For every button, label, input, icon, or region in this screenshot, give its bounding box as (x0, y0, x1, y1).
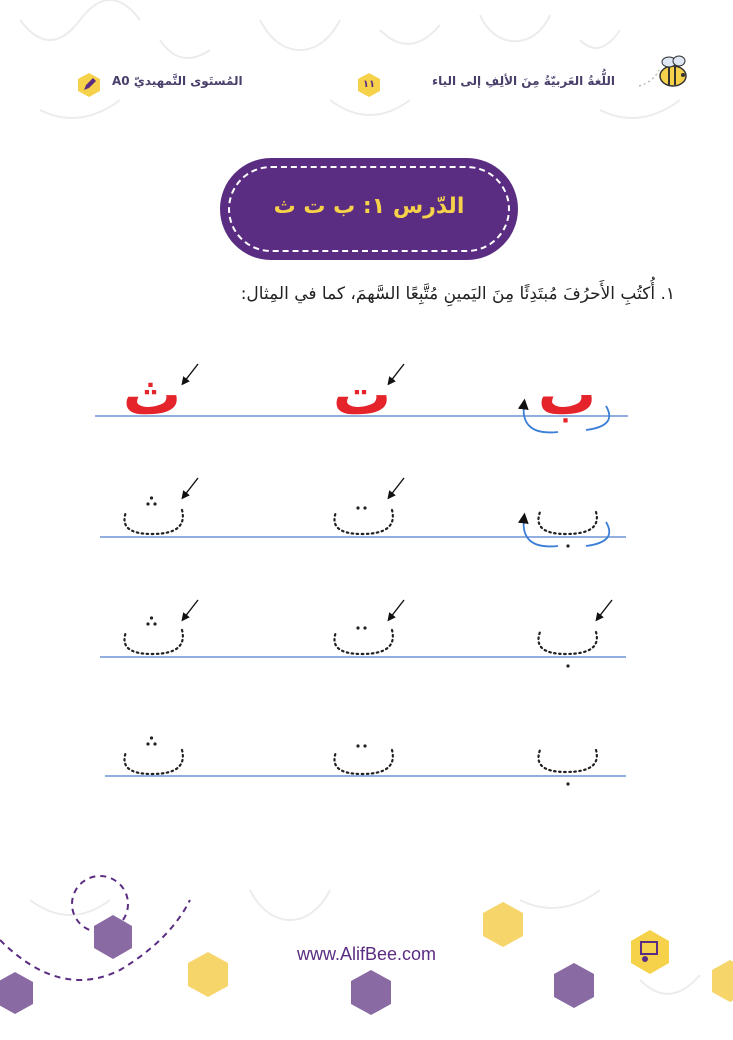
dot-tha (153, 742, 156, 745)
tracing-letter-ta (334, 510, 392, 534)
dot-tha (150, 496, 153, 499)
example-letter-ta: ت (332, 360, 392, 428)
hexagon (0, 972, 33, 1014)
level-label: المُستَوى التَّمهيديّ A0 (112, 74, 243, 88)
curved-arrow-icon (586, 522, 609, 546)
tracing-letter-tha (124, 630, 182, 654)
dot-ta (356, 626, 359, 629)
dot-tha (150, 736, 153, 739)
dot-tha (146, 502, 149, 505)
dot-ba (566, 544, 569, 547)
hexagon (712, 960, 733, 1002)
stroke-arrow-icon (184, 364, 198, 382)
dot-tha (153, 502, 156, 505)
dot-ta (363, 506, 366, 509)
stroke-arrow-icon (390, 600, 404, 618)
dot-ta (356, 506, 359, 509)
page-number: ١١ (362, 79, 376, 90)
dot-tha (146, 622, 149, 625)
book-title: اللُّغةُ العَربيّةُ مِنَ الألِفِ إلى الياء (432, 74, 615, 88)
tracing-letter-ba (538, 750, 596, 772)
dot-ta (356, 744, 359, 747)
dot-ta (363, 626, 366, 629)
lesson-title: الدّرس ١: ب ت ث (273, 194, 465, 219)
dot-ba (566, 782, 569, 785)
tracing-letter-tha (124, 510, 182, 534)
example-letter-ba: ب (537, 360, 597, 428)
dot-ta (363, 744, 366, 747)
stroke-arrow-icon (184, 478, 198, 496)
tracing-letter-ta (334, 630, 392, 654)
website-url[interactable]: www.AlifBee.com (296, 944, 437, 964)
hexagon (351, 970, 391, 1015)
stroke-arrow-icon (390, 478, 404, 496)
dot-tha (153, 622, 156, 625)
example-letter-tha: ث (122, 360, 182, 428)
stroke-arrow-icon (598, 600, 612, 618)
curved-arrow-icon (524, 518, 558, 546)
tracing-letter-ba (538, 632, 596, 654)
dot-tha (146, 742, 149, 745)
dot-tha (150, 616, 153, 619)
hexagon (483, 902, 523, 947)
exercise-instruction: ١. أُكتُبِ الأَحرُفَ مُبتَدِئًا مِنَ اليَمينِ مُتَّبِعًا السَّهمَ، كما في المِثال: (240, 284, 675, 304)
dot-ba (566, 664, 569, 667)
tracing-letter-ba (538, 512, 596, 534)
tracing-letter-ta (334, 750, 392, 774)
tracing-letter-tha (124, 750, 182, 774)
stroke-arrow-icon (390, 364, 404, 382)
stroke-arrow-icon (184, 600, 198, 618)
hexagon (554, 963, 594, 1008)
